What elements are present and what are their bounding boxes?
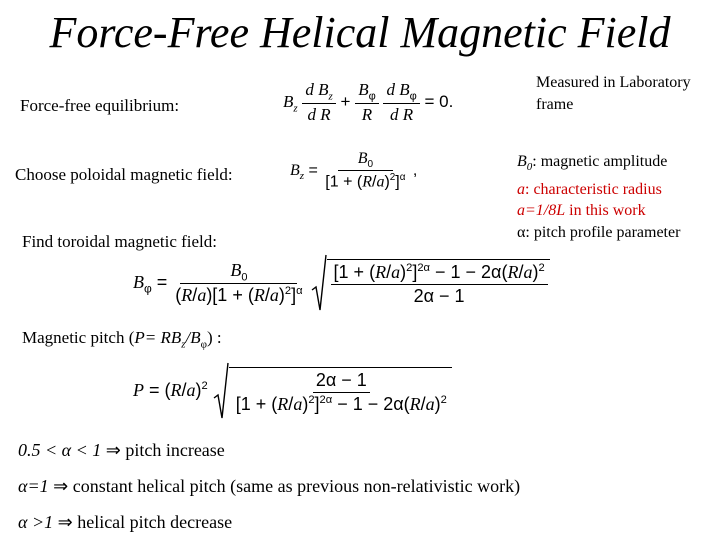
alpha-note: α: pitch profile parameter [517,223,681,241]
pitch-increase-item: 0.5 < α < 1 ⇒ pitch increase [18,440,225,460]
force-free-label: Force-free equilibrium: [20,96,180,115]
frame-note: Measured in Laboratory frame [536,74,691,113]
a-note: a: characteristic radius [517,180,662,198]
pitch-equation: $P = (R/a)^2$ $\frac{2\alpha - 1}{[1 + (R/a)^2]^{2\alpha} - 1 - 2\alpha(R/a)^2}$ [133,362,452,420]
toroidal-equation: $B_\varphi$ = $\frac{B_0}{(R/a)[1 + (R/a)^2]^\alpha}$ $\frac{[1 + (R/a)^2]^{2\alpha} - 1 - 2\alpha(R/a)^2}{2\alpha - 1}$ [133,254,550,312]
parameter-notes [517,151,717,243]
pitch-decrease-item: α >1 ⇒ helical pitch decrease [18,512,233,532]
poloidal-equation: $B_z$ = $\frac{B_0}{[1 + (R/a)^2]^\alpha}$ , [290,150,418,191]
poloidal-label: Choose poloidal magnetic field: [15,165,233,184]
force-free-equation: $B_z$ $\frac{d B_z}{\text{d R}}$ + $\frac{B_\varphi}{R}$ $\frac{d B_\varphi}{\text{d R}}$ = 0. [283,80,454,125]
slide-title: Force-Free Helical Magnetic Field [49,8,671,57]
b0-note: $B_0$: magnetic amplitude [517,153,668,174]
constant-pitch-item: α=1 ⇒ constant helical pitch (same as previous non-relativistic work) [18,476,521,496]
toroidal-label: Find toroidal magnetic field: [22,232,217,251]
a-value-note: a=1/8L in this work [517,202,646,220]
pitch-label: Magnetic pitch $(P= RB_z/B_\varphi)$ : [22,328,222,351]
